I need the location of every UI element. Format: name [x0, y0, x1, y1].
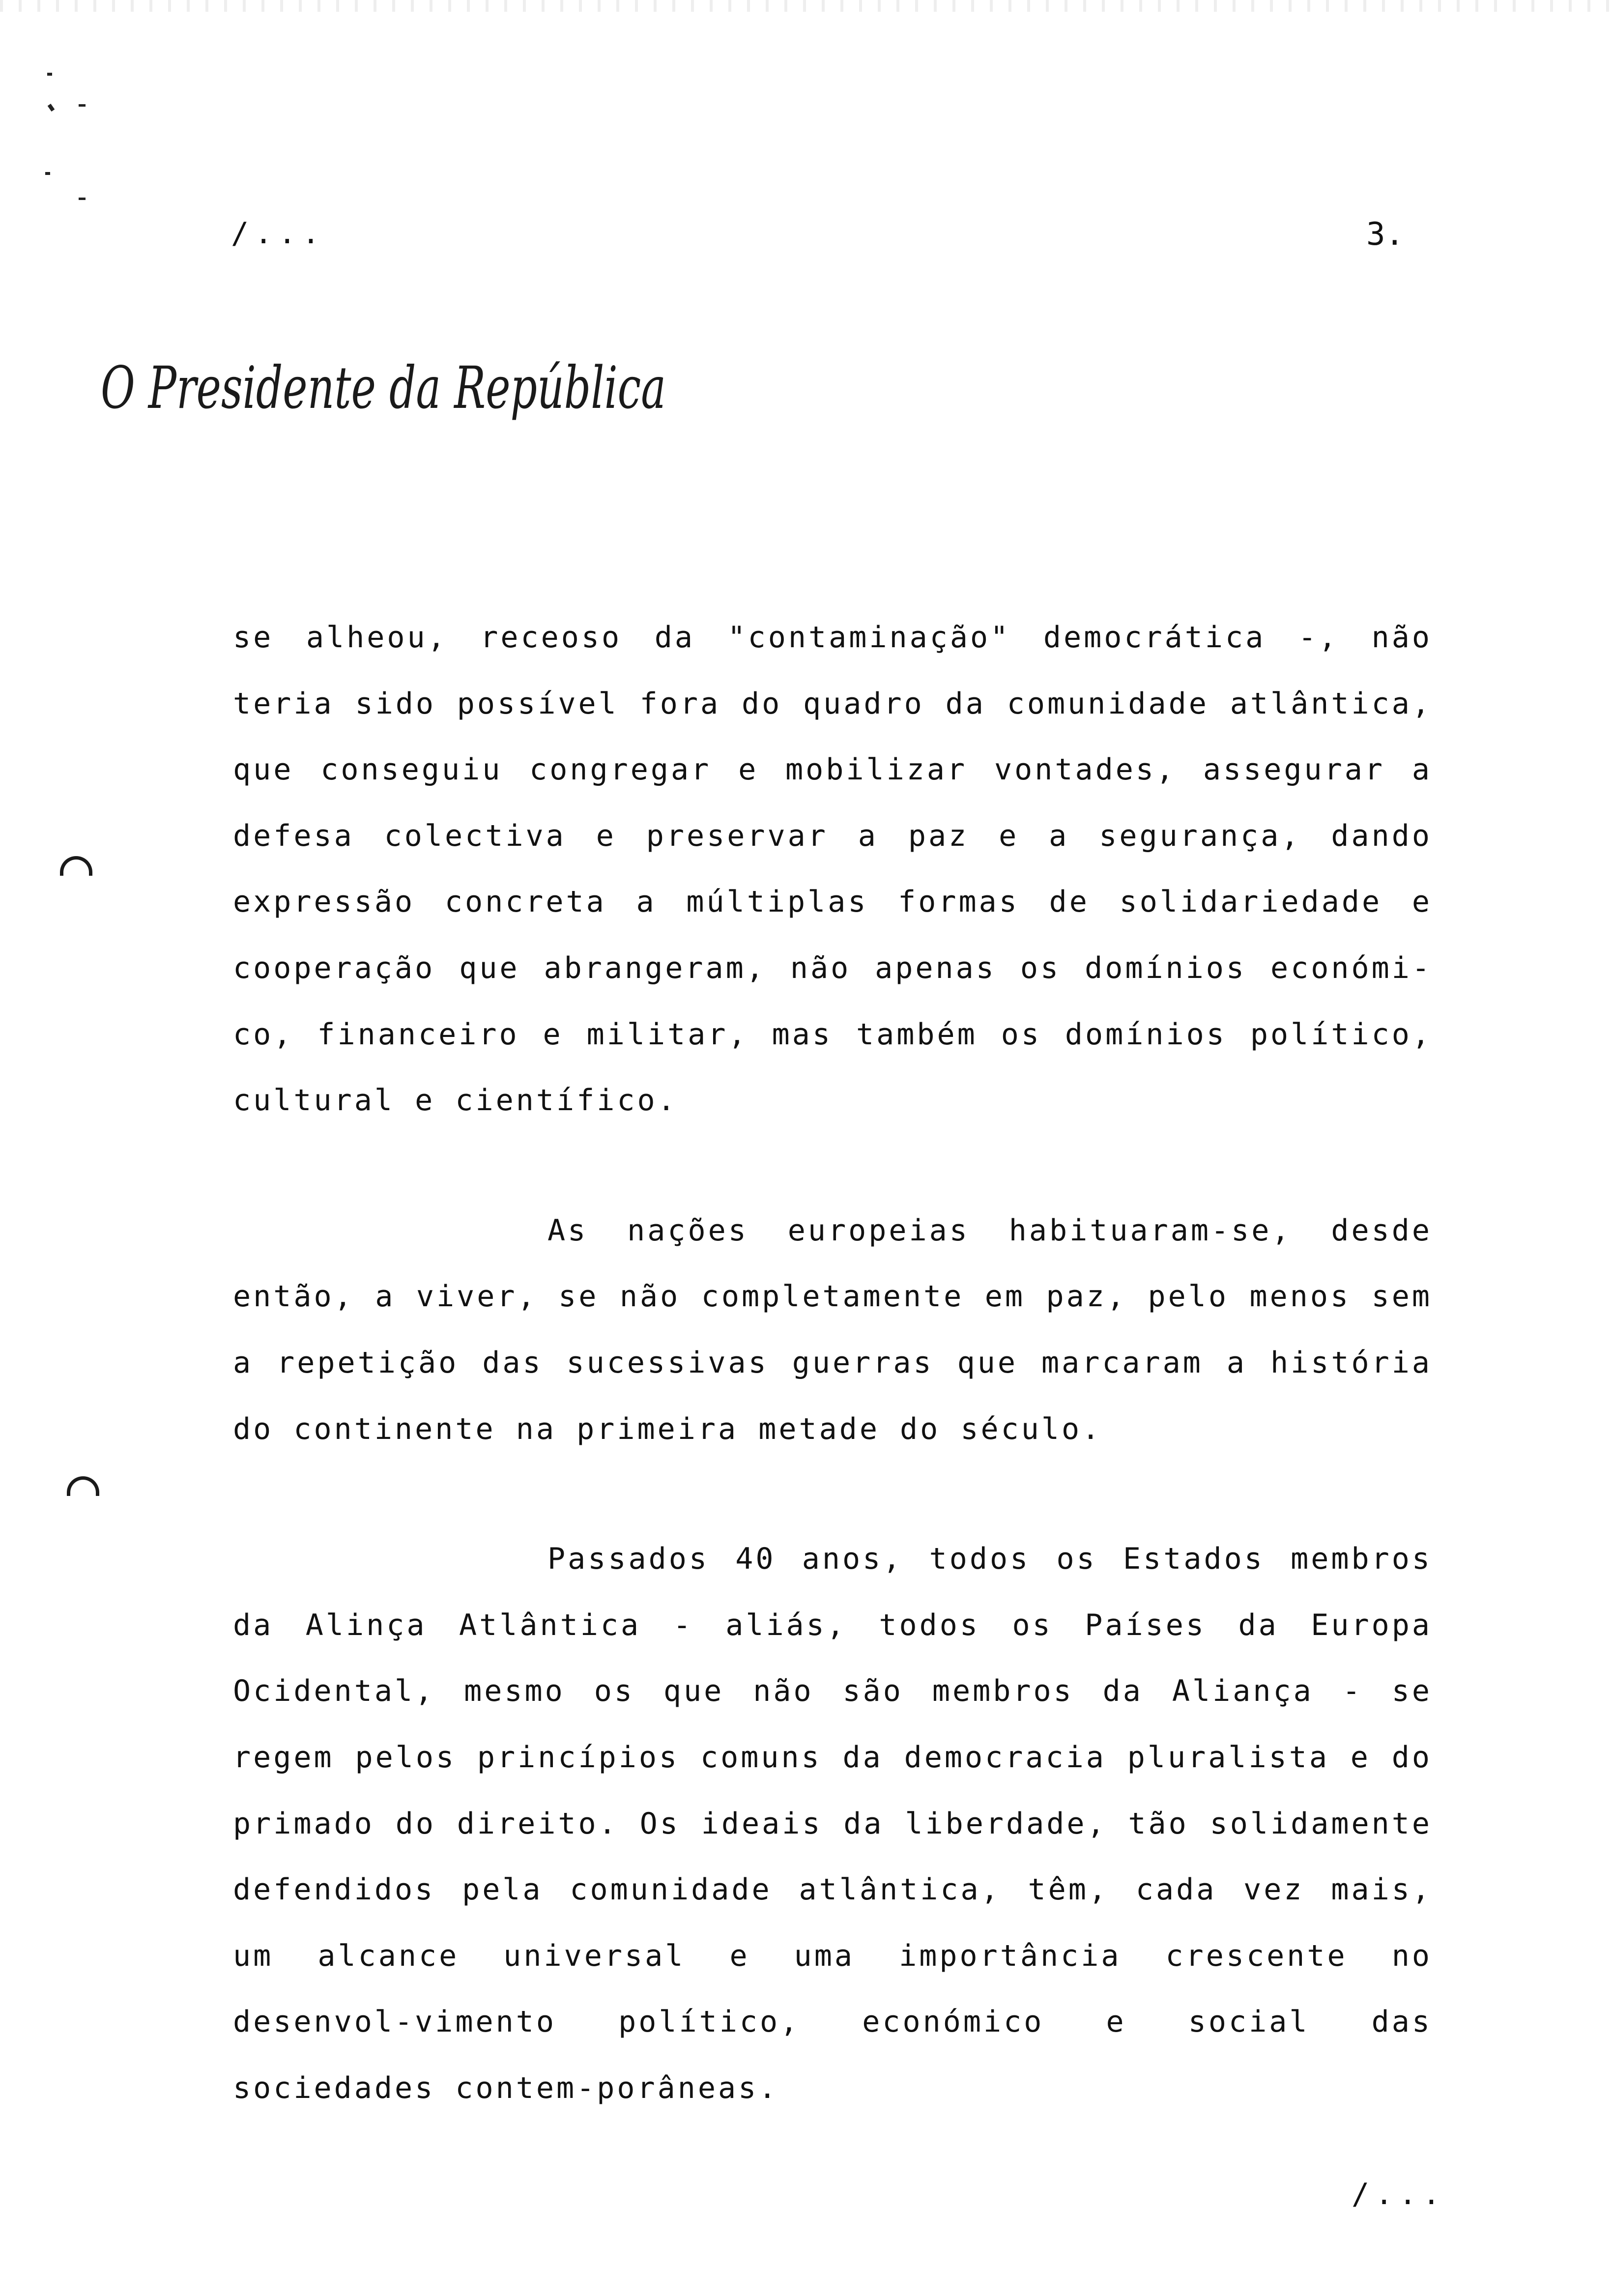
paragraph-1: se alheou, receoso da "contaminação" democrática -, não teria sido possível fora do quadro da comunidade atlântica, que conseguiu congregar e mobilizar vontades, assegurar a defesa colectiva e preservar a paz e a segurança, dando expressão concreta a múltiplas formas de solidariedade e cooperação que abrangeram, não apenas os domínios económi-co, financeiro e militar, mas também os domínios político, cultural e científico.	[233, 620, 1432, 1118]
scan-edge-marks	[0, 0, 1612, 12]
page-number: 3.	[1366, 216, 1405, 253]
paragraph-spacer	[233, 1462, 1432, 1526]
paragraph-2: As nações europeias habituaram-se, desde então, a viver, se não completamente em paz, pelo menos sem a repetição das sucessivas guerras que marcaram a história do continente na primeira metade do século.	[233, 1213, 1432, 1446]
continuation-mark-top: /...	[231, 216, 326, 251]
scan-speck	[47, 73, 52, 76]
paragraph-3: Passados 40 anos, todos os Estados membros da Alinça Atlântica - aliás, todos os Países da Europa Ocidental, mesmo os que não são membros da Aliança - se regem pelos princípios comuns da democracia pluralista e do primado do direito. Os ideais da liberdade, tão solidamente defendidos pela comunidade atlântica, têm, cada vez mais, um alcance universal e uma importância crescente no desenvol-vimento político, económico e social das sociedades contem-porâneas.	[233, 1542, 1432, 2105]
punch-hole-mark	[60, 856, 92, 876]
scan-speck	[79, 198, 86, 200]
continuation-mark-bottom: /...	[1352, 2177, 1446, 2211]
scan-speck	[48, 104, 55, 112]
punch-hole-mark	[67, 1476, 99, 1496]
letterhead	[101, 344, 705, 442]
scan-speck	[79, 104, 86, 107]
body-text	[233, 604, 1432, 2121]
letterhead-script	[101, 344, 705, 442]
letterhead-text: O Presidente da República	[101, 354, 666, 422]
paragraph-spacer	[233, 1134, 1432, 1198]
scan-speck	[45, 172, 50, 175]
